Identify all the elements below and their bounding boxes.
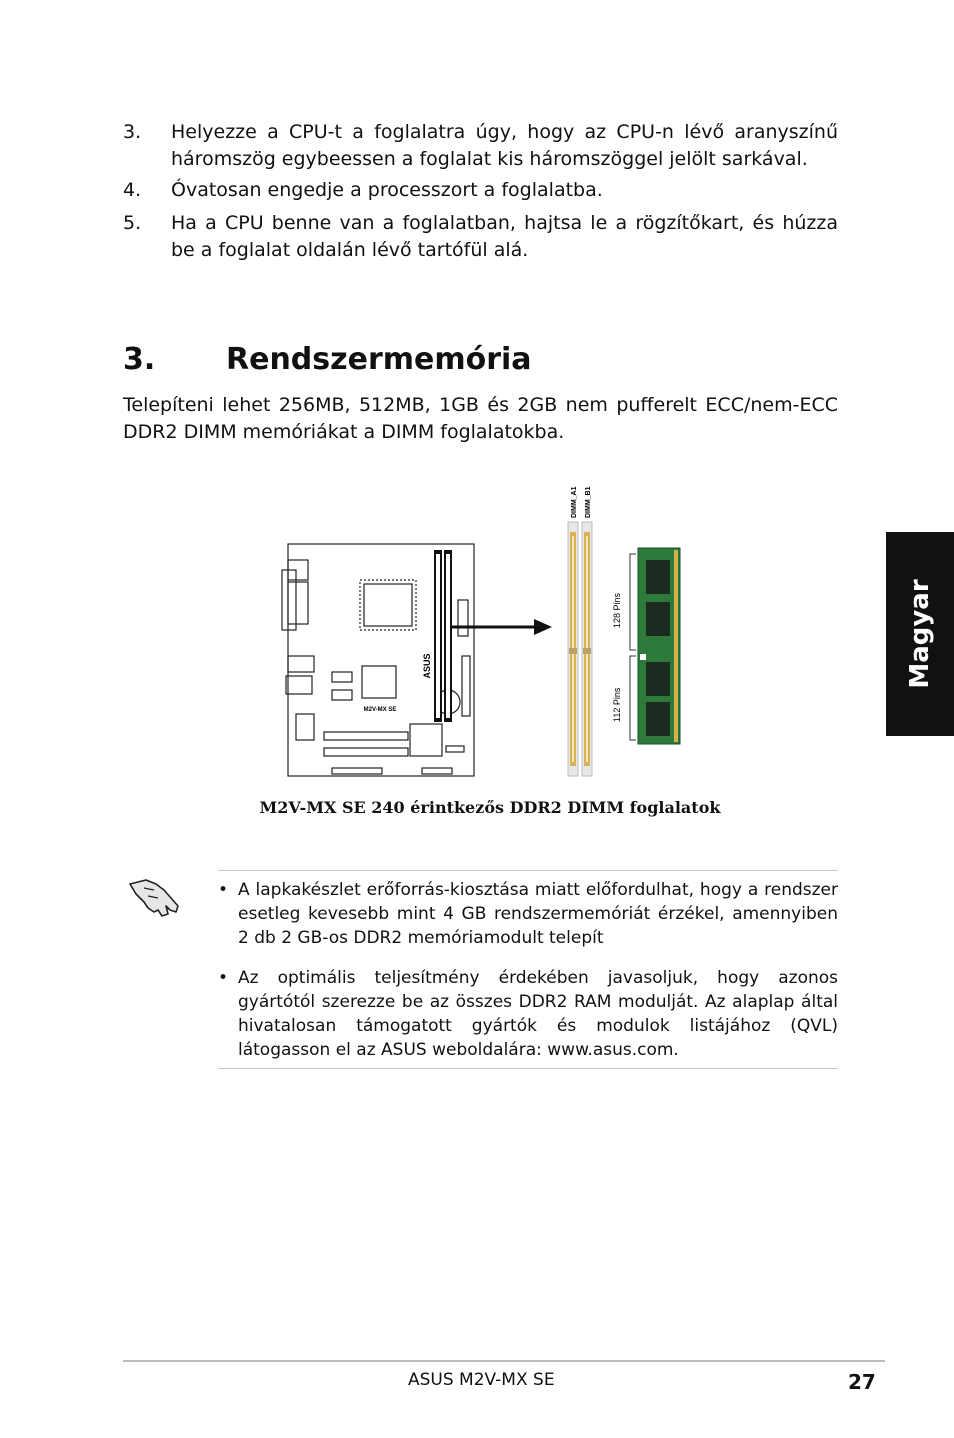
note-item [218, 966, 838, 1062]
pins-bottom-label: 112 Pins [612, 687, 622, 722]
step-text: Óvatosan engedje a processzort a foglalatba. [171, 179, 603, 201]
note-text: Az optimális teljesítmény érdekében javasoljuk, hogy azonos gyártótól szerezze be az összes DDR2 RAM modulját. Az alaplap által hivatalosan támogatott gyártók és modulok listájához (QVL) látogasson el az ASUS weboldalára: www.asus.com. [238, 968, 838, 1060]
step-text: Ha a CPU benne van a foglalatban, hajtsa le a rögzítőkart, és húzza be a foglalat oldalán lévő tartófül alá. [171, 212, 838, 261]
note-top-rule [218, 870, 838, 871]
enlarged-dimm-sockets [568, 522, 592, 776]
footer-rule [123, 1360, 885, 1362]
bullet: • [218, 968, 229, 988]
dimm-diagram [270, 470, 690, 790]
board-model-label: M2V-MX SE [363, 707, 397, 713]
note-item [218, 878, 838, 950]
section-heading [123, 340, 532, 380]
board-logo: ASUS [422, 653, 432, 679]
board-dimm-slots [434, 550, 452, 722]
step-number: 3. [123, 121, 142, 143]
intro-paragraph: Telepíteni lehet 256MB, 512MB, 1GB és 2GB nem pufferelt ECC/nem-ECC DDR2 DIMM memóriákat a DIMM foglalatokba. [123, 394, 838, 443]
figure-caption: M2V-MX SE 240 érintkezős DDR2 DIMM foglalatok [259, 798, 721, 817]
section-number: 3. [123, 342, 156, 377]
page-number: 27 [848, 1370, 876, 1394]
step-text: Helyezze a CPU-t a foglalatra úgy, hogy az CPU-n lévő aranyszínű háromszög egybeessen a foglalat kis háromszöggel jelölt sarkával. [171, 121, 838, 170]
pin-brackets [630, 554, 636, 740]
note-text: A lapkakészlet erőforrás-kiosztása miatt előfordulhat, hogy a rendszer esetleg kevesebb mint 4 GB rendszermemóriát érzékel, amennyiben 2 db 2 GB-os DDR2 memóriamodult telepít [238, 880, 838, 948]
hand-icon [126, 876, 184, 922]
note-bottom-rule [218, 1068, 838, 1069]
pins-top-label: 128 Pins [612, 592, 622, 628]
section-title: Rendszermemória [226, 342, 532, 377]
step-4 [123, 177, 838, 204]
ddr2-module [638, 548, 680, 744]
language-tab [886, 532, 954, 736]
footer-title: ASUS M2V-MX SE [408, 1370, 555, 1390]
step-number: 4. [123, 179, 142, 201]
bullet: • [218, 880, 229, 900]
step-3 [123, 119, 838, 173]
language-tab-label: Magyar [905, 579, 935, 689]
step-5 [123, 210, 838, 264]
step-number: 5. [123, 212, 142, 234]
slot-a-label: DIMM_A1 [571, 486, 578, 518]
slot-b-label: DIMM_B1 [585, 486, 592, 518]
arrow-icon [452, 619, 552, 635]
